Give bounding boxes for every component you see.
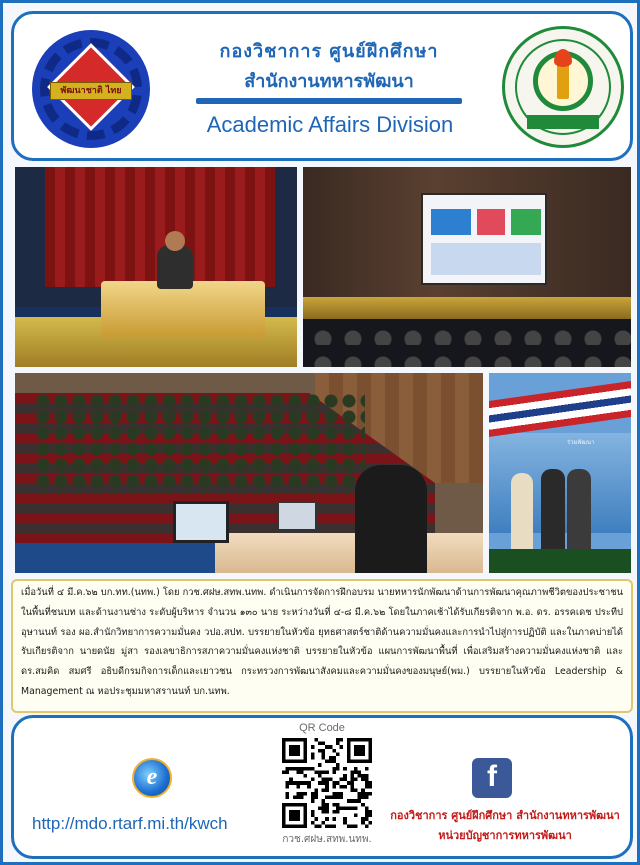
thai-flag-banner [489,381,631,437]
development-command-logo [32,30,150,148]
article-box [11,579,633,713]
logo-banner-text: พัฒนาชาติ ไทย [50,82,132,100]
projection-screen [421,193,547,285]
facebook-page-name[interactable]: กองวิชาการ ศูนย์ฝึกศึกษา สำนักงานทหารพัฒนา [390,809,620,822]
speaker-table [101,281,265,337]
seal-ribbon [527,115,599,129]
qr-code[interactable] [282,738,372,828]
photo-award-presentation [489,373,631,573]
hall-stage [303,297,631,319]
presenter-figure [355,465,427,573]
division-title-thai: กองวิชาการ ศูนย์ฝึกศึกษา [219,41,439,62]
stage-floor [489,549,631,573]
qr-code-footer: กวช.ศฝษ.สทพ.นทพ. [282,834,372,845]
article-paragraph: เมื่อวันที่ ๔ มี.ค.๖๒ บก.ทท.(นทพ.) โดย กวช.ศฝษ.สทพ.นทพ. ดำเนินการจัดการฝึกอบรม นายทหารนักพัฒนาด้านการพัฒนาคุณภาพชีวิตของประชาชนในพื้นที่ชนบท และด้านงานช่าง ระดับผู้บริหาร จำนวน ๑๓๐ นาย ระหว่างวันที่ ๔-๘ มี.ค.๖๒ โดยในภาคเช้าได้รับเกียรติจาก พ.อ. ดร. อรรคเดช ประทีปอุษานนท์ รอง ผอ.สำนักวิทยาการความมั่นคง วปอ.สปท. บรรยายในหัวข้อ ยุทธศาสตร์ชาติด้านความมั่นคงและการนำไปสู่การปฏิบัติ และในภาคบ่ายได้รับเกียรติจาก นายดนัย มู่สา รองเลขาธิการสภาความมั่นคงแห่งชาติ บรรยายในหัวข้อ แผนการพัฒนาพื้นที่ เพื่อเสริมสร้างความมั่นคงแห่งชาติ และ ดร.สมคิด สมศรี อธิบดีกรมกิจการเด็กและเยาวชน กระทรวงการพัฒนาสังคมและความมั่นคงของมนุษย์(พม.) บรรยายในหัวข้อ Leadership & Management ณ หอประชุมมหาสรานนท์ บก.นทพ. [21,587,623,697]
flame-icon [554,49,572,67]
slide-block [511,209,541,235]
speaker-head [165,231,185,251]
training-center-seal [502,26,624,148]
facebook-icon[interactable]: f [472,758,512,798]
photo-speaker-on-stage [15,167,297,367]
speaker-figure [157,245,193,289]
footer-contact [11,715,633,859]
slide-block [431,209,471,235]
internet-explorer-icon: e [132,758,172,798]
front-table [215,533,483,573]
presentation-monitor [173,501,229,543]
title-divider [196,98,462,104]
person-figure [511,473,533,549]
person-figure [567,469,591,549]
facebook-page-subname: หน่วยบัญชาการทหารพัฒนา [438,829,572,842]
photo-presentation-hall [303,167,631,367]
auditorium-attendees [35,393,365,493]
office-title-thai: สำนักงานทหารพัฒนา [244,71,414,92]
photo-auditorium-audience [15,373,483,573]
laptop [277,501,317,531]
slide-block [431,243,541,275]
website-link[interactable]: http://mdo.rtarf.mi.th/kwch [32,814,228,833]
header-banner [11,11,633,161]
slide-block [477,209,505,235]
hall-audience [303,319,631,367]
person-figure [541,469,565,549]
backdrop-caption: ร่วมพัฒนา [567,439,595,446]
division-title-english: Academic Affairs Division [206,112,454,137]
qr-code-caption: QR Code [299,722,345,734]
